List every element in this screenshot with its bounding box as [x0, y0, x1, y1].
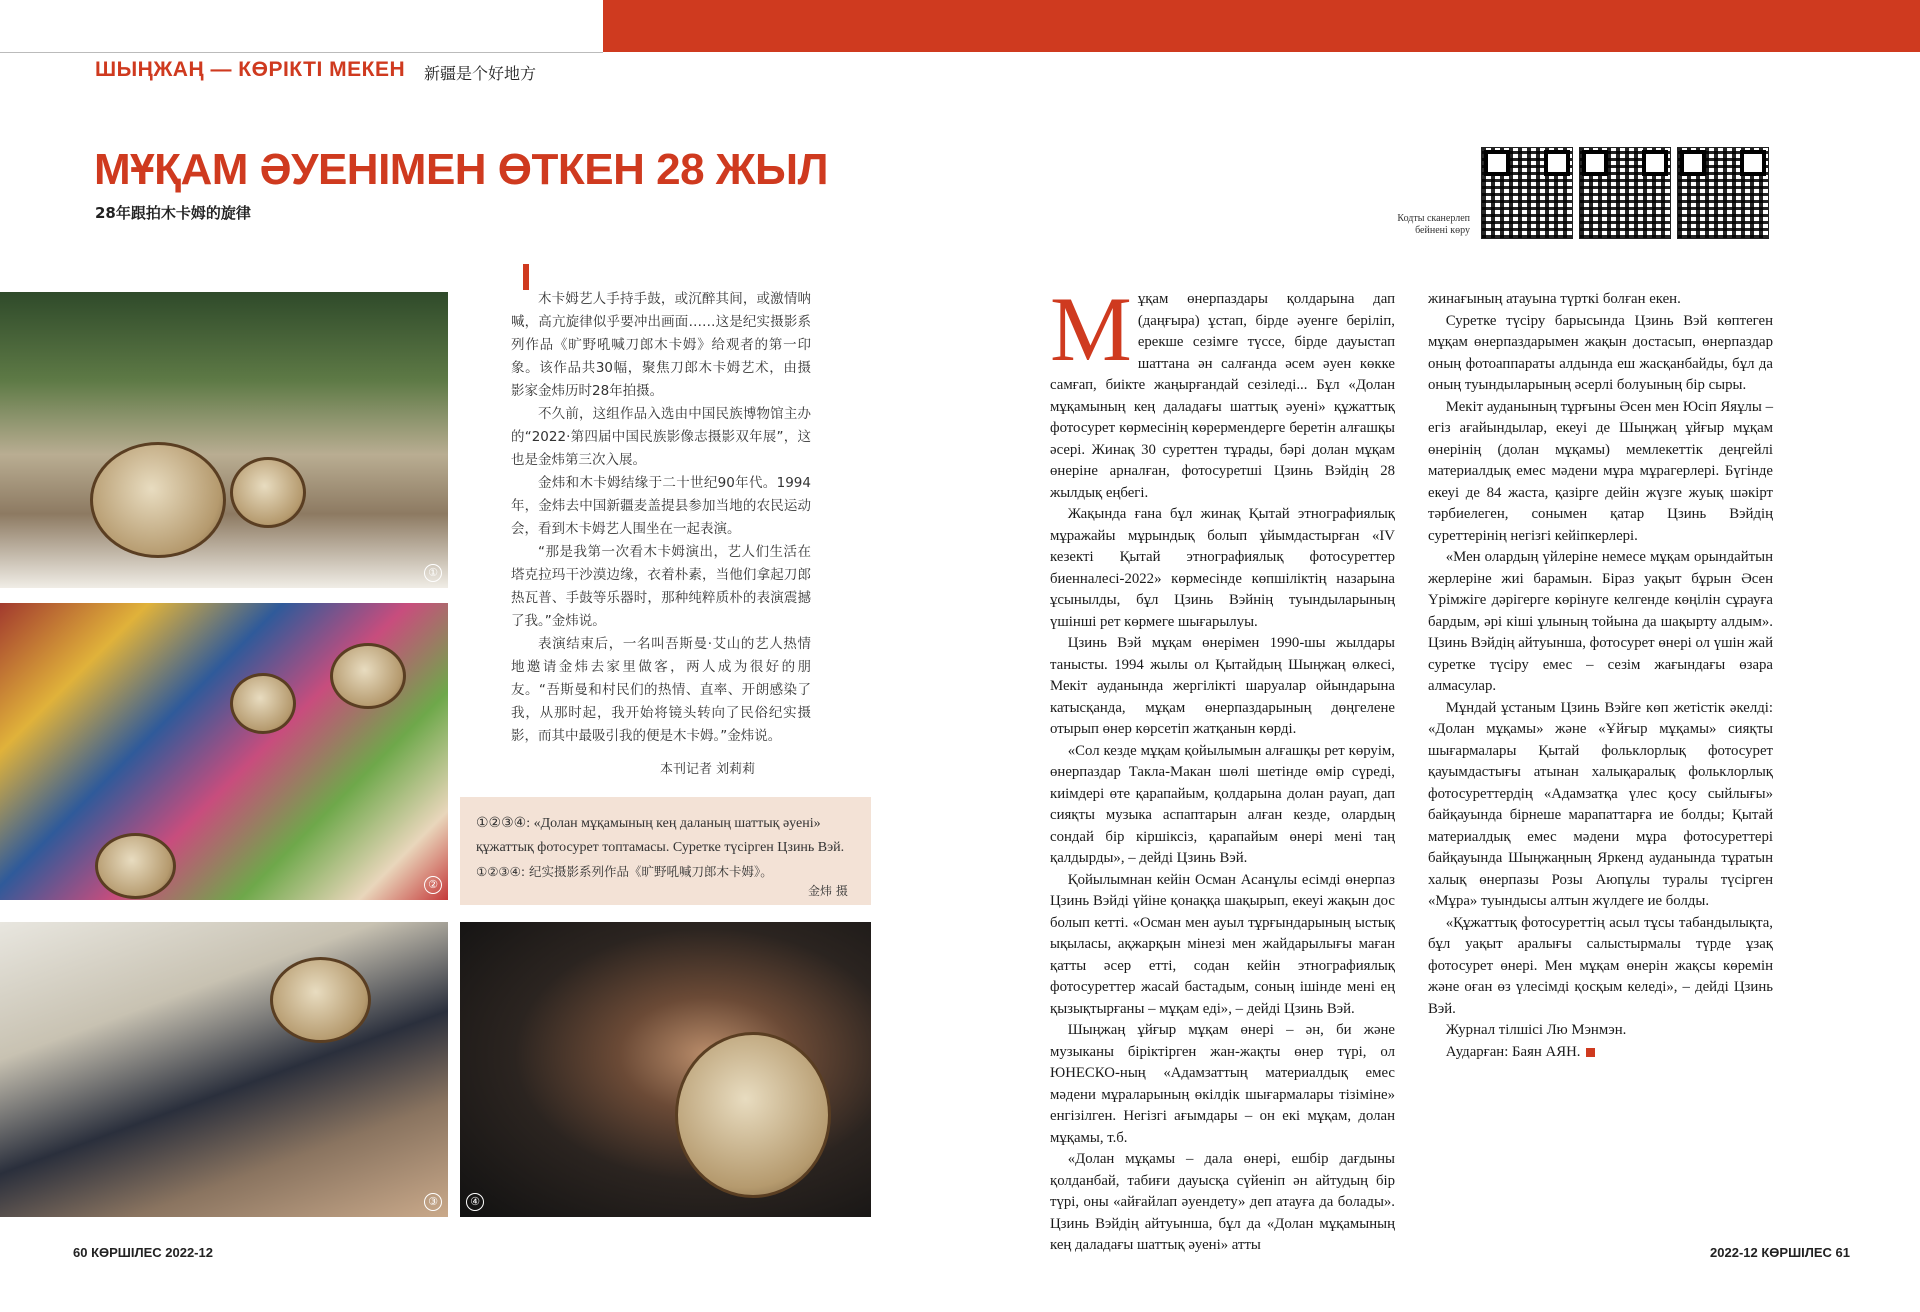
- header-rule: [0, 52, 603, 53]
- qr-caption: Кодты сканерлеп бейнені көру: [1397, 213, 1470, 236]
- kazakh-paragraph: «Долан мұқамы – дала өнері, ешбір дағдыны қолданбай, табиғи дауысқа сүйеніп ән айтудың бір түрі, оны «айғайлап әуендету» деп атауға да болады». Цзинь Вэйдің айтуынша, бұл да «Долан мұқамының кең даладағы шаттық әуені» атты: [1050, 1151, 1395, 1253]
- caption-credit: 金炜 摄: [808, 884, 848, 898]
- kazakh-paragraph: Қойылымнан кейін Осман Асанұлы есімді өнерпаз Цзинь Вэйді үйіне қонаққа шақырып, екеуі жақын дос болып кетті. «Осман мен ауыл тұрғындарының ыстық ықыласы, ақжарқын мінезі мен жайдарылығы маған қатты әсер етті, содан кейін этнографиялық фотосуреттер жасай бастадым, соның ішінде мені ең қызықтырғаны – мұқам еді», – дейді Цзинь Вэй.: [1050, 871, 1395, 1017]
- drum-shape: [95, 833, 176, 899]
- chinese-paragraph: 金炜和木卡姆结缘于二十世纪90年代。1994年，金炜去中国新疆麦盖提县参加当地的农民运动会，看到木卡姆艺人围坐在一起表演。: [511, 475, 811, 537]
- translator-credit: Аударған: Баян АЯН.: [1428, 1042, 1773, 1064]
- kazakh-column-right: [1428, 289, 1773, 1063]
- chinese-paragraph: 不久前，这组作品入选由中国民族博物馆主办的“2022·第四届中国民族影像志摄影双年展”，这也是金炜第三次入展。: [511, 406, 811, 468]
- chinese-byline: 本刊记者 刘莉莉: [660, 762, 756, 777]
- drum-shape: [270, 957, 371, 1043]
- kazakh-paragraph: «Құжаттық фотосуреттің асыл тұсы табандылықта, бұл уақыт аралығы салыстырмалы түрде ұзақ фотосурет өнері. Мен мұқам өнерін жақсы көремін және оған өз үлесімді қосқым келеді», – дейді Цзинь Вэй.: [1428, 914, 1773, 1017]
- header-accent-bar: [603, 0, 1920, 52]
- kazakh-paragraph: «Мен олардың үйлеріне немесе мұқам орындайтын жерлеріне жиі барамын. Біраз уақыт бұрын Әсен Үрімжіге дәрігерге көрінуге келгенде көңілін сұрауға бардым, әрі кіші ұлының тойына да шақырту алдым». Цзинь Вэйдің айтуынша, фотосурет өнері ол үшін жай суретке түсіру емес – сезім жағындағы өзара алмасулар.: [1428, 549, 1773, 694]
- page-folio-right: 2022-12 КӨРШІЛЕС 61: [1710, 1245, 1850, 1260]
- caption-chinese: ①②③④: 纪实摄影系列作品《旷野吼喊刀郎木卡姆》。: [476, 864, 773, 879]
- drum-shape: [675, 1032, 831, 1198]
- photo-caption: [476, 812, 866, 884]
- kazakh-paragraph: жинағының атауына түрткі болған екен.: [1428, 291, 1681, 307]
- kazakh-paragraph: Шыңжаң ұйғыр мұқам өнері – ән, би және музыканы біріктірген жан-жақты өнер түрі, ол ЮНЕСКО-ның «Адамзаттың материалдық емес мәдени мұраларының өкілдік шығармалары тізіміне» енгізілген. Негізгі ағымдары – он екі мұқам, долан мұқамы, т.б.: [1050, 1022, 1395, 1146]
- photo-1-drummers: [0, 292, 448, 588]
- section-title-chinese: 新疆是个好地方: [424, 64, 537, 83]
- section-title-kazakh: ШЫҢЖАҢ — КӨРІКТІ МЕКЕН: [95, 58, 406, 81]
- photo-number: ①: [424, 564, 442, 582]
- chinese-paragraph: 木卡姆艺人手持手鼓，或沉醉其间，或激情呐喊，高亢旋律似乎要冲出画面……这是纪实摄影系列作品《旷野吼喊刀郎木卡姆》给观者的第一印象。该作品共30幅，聚焦刀郎木卡姆艺术，由摄影家金炜历时28年拍摄。: [511, 291, 811, 399]
- kazakh-paragraph: Мұқам өнерпаздары қолдарына дап (даңғыра) ұстап, бірде әуенге беріліп, ерекше сезімге түссе, бірде дауыстап шаттана ән салғанда әсем әуен көкке самғап, биікте жаңырғандай сезіледі... Бұл «Долан мұқамының кең даладағы шаттық әуені» құжаттық фотосурет көрмесінің көрермендерге беретін алғашқы әсері. Жинақ 30 суреттен тұрады, бәрі долан мұқам өнеріне арналған, фотосуретші Цзинь Вэйдің 28 жылдық еңбегі.: [1050, 278, 1395, 501]
- article-subtitle: 28年跟拍木卡姆的旋律: [95, 204, 251, 222]
- kazakh-column-left: [1050, 278, 1395, 1257]
- drum-shape: [90, 442, 226, 558]
- kazakh-paragraph: Суретке түсіру барысында Цзинь Вэй көптеген мұқам өнерпаздарымен жақын достасып, өнерпаздар оның фотоаппараты алдында еш жасқанбайды, бұл да оның туындыларының әсерлі болуының бір сыры.: [1428, 312, 1773, 393]
- article-title: МҰҚАМ ӘУЕНІМЕН ӨТКЕН 28 ЖЫЛ: [94, 145, 828, 194]
- chinese-paragraph: “那是我第一次看木卡姆演出，艺人们生活在塔克拉玛干沙漠边缘，衣着朴素，当他们拿起刀郎热瓦普、手鼓等乐器时，那种纯粹质朴的表演震撼了我。”金炜说。: [511, 544, 811, 629]
- end-mark: [1586, 1048, 1595, 1057]
- chinese-paragraph: 表演结束后，一名叫吾斯曼·艾山的艺人热情地邀请金炜去家里做客，两人成为很好的朋友。“吾斯曼和村民们的热情、直率、开朗感染了我，从那时起，我开始将镜头转向了民俗纪实摄影，而其中最吸引我的便是木卡姆。”金炜说。: [511, 636, 811, 744]
- kazakh-paragraph: Цзинь Вэй мұқам өнерімен 1990-шы жылдары танысты. 1994 жылы ол Қытайдың Шыңжаң өлкесі, Мекіт ауданында жергілікті шаруалар ойындарына катысқанда, мұқам өнерпаздарының дөңгелене отырып өнер көрсетіп жатқанын көрді.: [1050, 635, 1395, 737]
- qr-code-2[interactable]: [1580, 148, 1670, 238]
- drop-cap: М: [1050, 278, 1132, 380]
- kazakh-paragraph: «Сол кезде мұқам қойылымын алғашқы рет көруім, өнерпаздар Такла-Макан шөлі шетінде өмір сүреді, киімдері өте қарапайым, қолдарына долан рауап, дап сияқты музыка аспаптарын алған кезде, олардың сондай бір кіршіксіз, қарапайым өнері мені таң қалдырды», – дейді Цзинь Вэй.: [1050, 742, 1395, 866]
- photo-4-singer: [460, 922, 871, 1217]
- photo-3-elder: [0, 922, 448, 1217]
- kazakh-paragraph: Мекіт ауданының тұрғыны Әсен мен Юсіп Яяұлы – егіз ағайындылар, екеуі де Шыңжаң ұйғыр мұқам өнерінің (долан мұқамы) мемлекеттік деңгейлі материалдық емес мәдени мұра мұрагерлері. Бүгінде екеуі де 84 жаста, қазірге дейін жүзге жуық шәкірт тәрбиелеген, сонымен қатар Цзинь Вэйдің суреттерінің негізгі кейіпкерлері.: [1428, 398, 1773, 544]
- kazakh-paragraph: Мұндай ұстаным Цзинь Вэйге көп жетістік әкелді: «Долан мұқамы» және «Ұйғыр мұқамы» сияқты шығармалары Қытай фольклорлық фотосурет қауымдастығы атынан халықаралық фольклорлық фотосуреттердің «Адамзатқа үлес қосу сыйлығы» байқауында бірнеше марапаттарға ие болды; Қытай материалдық емес мәдени мұра фотосуреттері байқауында Шыңжаңның Яркенд ауданында тұратын халық өнерпазы Розы Аюпұлы туралы түсірген «Мұра» туындысы алтын жүлдеге ие болды.: [1428, 699, 1773, 909]
- drum-shape: [230, 457, 306, 528]
- kazakh-paragraph: Жақында ғана бұл жинақ Қытай этнографиялық мұражайы мұрындық болып ұйымдастырған «IV кезекті Қытай этнографиялық фотосуреттер биенналесі-2022» көрмесінде көпшіліктің назарына ұсынылды, бұл Цзинь Вэйнің туындыларының үшінші рет көрмеге шығарылуы.: [1050, 506, 1395, 630]
- drum-shape: [230, 673, 296, 734]
- reporter-credit: Журнал тілшісі Лю Мэнмэн.: [1445, 1022, 1627, 1038]
- photo-number: ③: [424, 1193, 442, 1211]
- caption-kazakh: ①②③④: «Долан мұқамының кең даланың шаттық әуені» құжаттық фотосурет топтамасы. Суретке түсірген Цзинь Вэй.: [476, 816, 845, 855]
- photo-2-crowd: [0, 603, 448, 900]
- chinese-text-marker: [523, 264, 529, 290]
- page-folio-left: 60 КӨРШІЛЕС 2022-12: [73, 1245, 213, 1260]
- photo-number: ②: [424, 876, 442, 894]
- qr-code-3[interactable]: [1678, 148, 1768, 238]
- photo-number: ④: [466, 1193, 484, 1211]
- drum-shape: [330, 643, 406, 709]
- qr-code-1[interactable]: [1482, 148, 1572, 238]
- chinese-summary: [511, 288, 811, 748]
